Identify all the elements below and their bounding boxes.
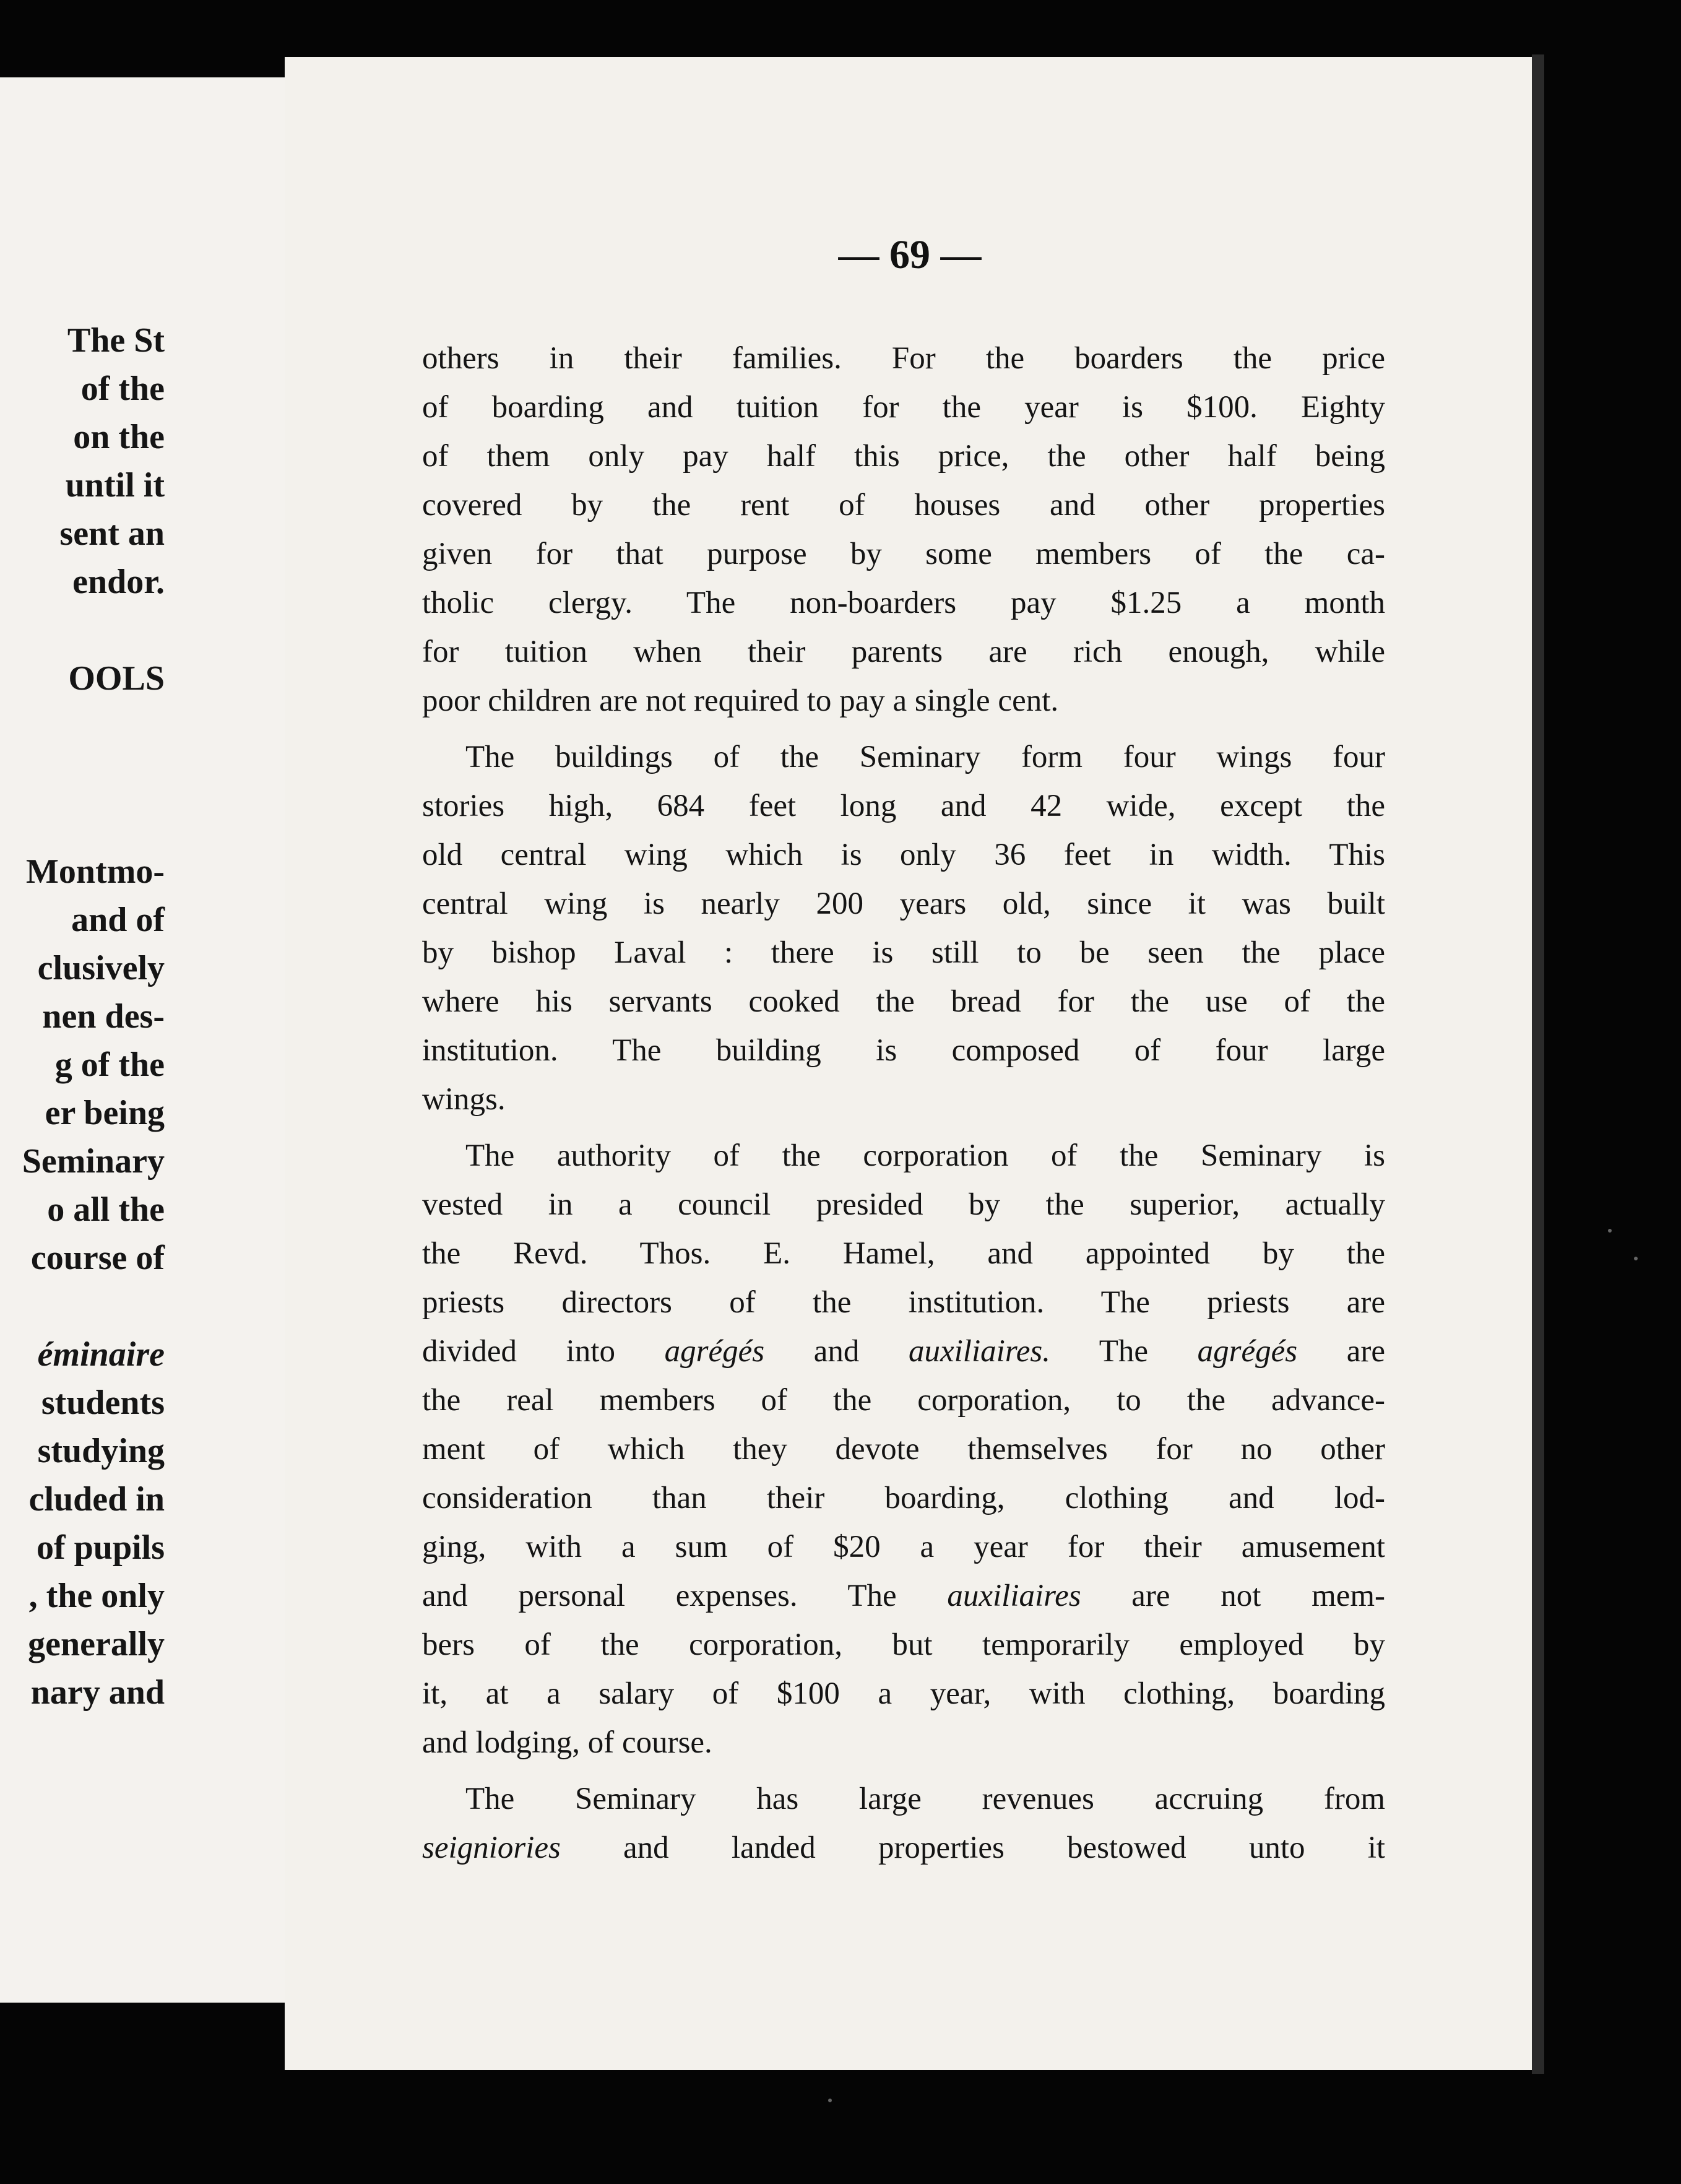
left-fragment-line [0,1282,165,1330]
italic-term: seigniories [422,1831,561,1865]
left-page-text-fragments [0,316,165,1717]
text-line-content: The buildings of the Seminary form four wings four [465,740,1385,774]
text-line: tholic clergy. The non-boarders pay $1.25 a month [422,586,1385,620]
text-line [422,1775,1385,1824]
page-edge-shadow [1532,54,1544,2074]
left-fragment-line: Montmo- [26,852,165,891]
paragraph [422,733,1385,1124]
left-fragment-line: course of [30,1239,165,1277]
text-line: of them only pay half this price, the other half being [422,439,1385,474]
text-line: vested in a council presided by the superior, actually [422,1187,1385,1222]
left-fragment-line [0,606,165,654]
left-fragment-line: until it [65,466,165,505]
paragraph [422,334,1385,726]
left-fragment-line: nary and [30,1673,165,1712]
left-fragment-line: generally [28,1625,165,1663]
left-fragment-line: and of [71,901,165,939]
italic-term: agrégés [1197,1334,1298,1369]
left-fragment-line: , the only [28,1577,165,1615]
page-body [422,334,1385,1880]
scan-speck [828,2099,832,2102]
left-page [0,77,302,2003]
left-fragment-line [0,751,165,799]
text-line-content: The Seminary has large revenues accruing from [465,1782,1385,1816]
text-line: ging, with a sum of $20 a year for their amusement [422,1530,1385,1564]
left-fragment-line: o all the [47,1190,165,1229]
paragraph [422,1132,1385,1767]
left-fragment-line: nen des- [42,997,165,1036]
italic-term: auxiliaires [947,1579,1081,1613]
text-line: stories high, 684 feet long and 42 wide, except the [422,789,1385,823]
left-fragment-line: Seminary [22,1142,165,1181]
text-line: central wing is nearly 200 years old, since it was built [422,886,1385,921]
italic-term: auxiliaires. [909,1334,1051,1369]
text-line: others in their families. For the boarders the price [422,341,1385,376]
text-line: it, at a salary of $100 a year, with clothing, boarding [422,1676,1385,1711]
text-line: where his servants cooked the bread for the use of the [422,984,1385,1019]
text-line: the Revd. Thos. E. Hamel, and appointed by the [422,1236,1385,1271]
text-line: old central wing which is only 36 feet in width. This [422,838,1385,872]
left-fragment-line: of pupils [37,1528,165,1567]
left-fragment-line: The St [67,321,165,360]
text-line: consideration than their boarding, clothing and lod- [422,1481,1385,1515]
text-line: bers of the corporation, but temporarily employed by [422,1627,1385,1662]
text-line [422,1132,1385,1181]
left-fragment-line: on the [73,418,165,456]
text-line: divided into agrégés and auxiliaires. The agrégés are [422,1334,1386,1369]
left-fragment-line: clusively [37,949,165,987]
left-fragment-line: endor. [72,563,165,601]
left-fragment-line [0,703,165,751]
text-line: and lodging, of course. [422,1725,712,1760]
text-line: poor children are not required to pay a single cent. [422,683,1059,718]
text-line: and personal expenses. The auxiliaires are not mem- [422,1579,1386,1613]
scan-speck [1608,1229,1612,1233]
text-line: ment of which they devote themselves for no other [422,1432,1385,1467]
page-number: — 69 — [838,232,982,277]
left-fragment-line: cluded in [28,1480,165,1519]
right-page [285,57,1535,2070]
left-fragment-line: er being [45,1094,165,1132]
italic-term: agrégés [664,1334,765,1369]
text-line: given for that purpose by some members of the ca- [422,537,1385,571]
text-line: for tuition when their parents are rich enough, while [422,635,1385,669]
left-fragment-line: of the [80,370,165,408]
text-line: of boarding and tuition for the year is $100. Eighty [422,390,1385,425]
left-fragment-line: students [41,1384,165,1422]
text-line: seigniories and landed properties bestowed unto it [422,1831,1386,1865]
text-line: priests directors of the institution. The priests are [422,1285,1385,1320]
text-line: by bishop Laval : there is still to be seen the place [422,935,1385,970]
text-line: institution. The building is composed of four large [422,1033,1385,1068]
paragraph [422,1775,1385,1873]
left-fragment-line [0,799,165,847]
text-line: covered by the rent of houses and other properties [422,488,1385,522]
text-line: the real members of the corporation, to the advance- [422,1383,1385,1418]
text-line: wings. [422,1082,506,1117]
left-fragment-heading: OOLS [68,659,165,698]
text-line [422,733,1385,782]
left-fragment-line: studying [37,1432,165,1470]
text-line-content: The authority of the corporation of the Seminary is [465,1138,1385,1173]
left-fragment-line: g of the [54,1046,165,1084]
scan-speck [1634,1257,1638,1260]
left-fragment-line: sent an [59,514,165,553]
left-fragment-line: éminaire [37,1335,165,1374]
